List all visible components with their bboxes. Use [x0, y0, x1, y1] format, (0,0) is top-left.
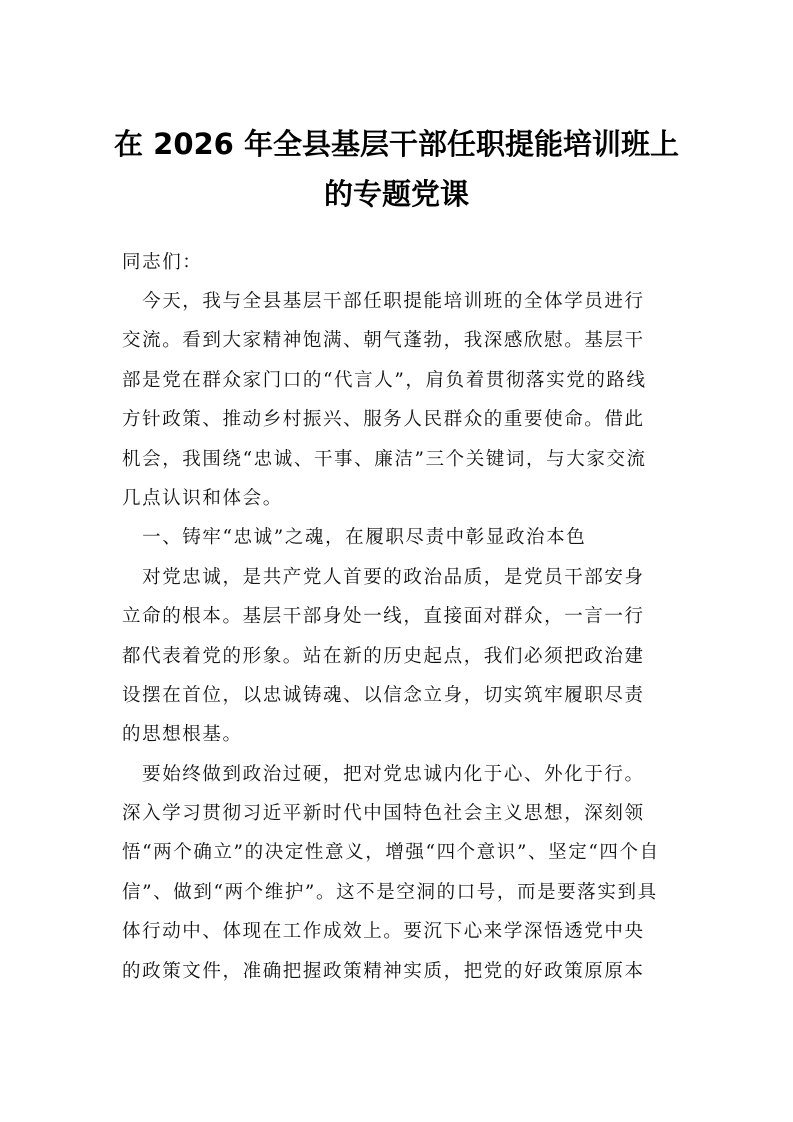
body-line: 立命的根本。基层干部身处一线，直接面对群众，一言一行: [122, 606, 645, 628]
body-line: 几点认识和体会。: [122, 487, 283, 509]
body-line: 今天，我与全县基层干部任职提能培训班的全体学员进行: [122, 291, 645, 312]
salutation: [122, 243, 674, 282]
body-line: 体行动中、体现在工作成效上。要沉下心来学深悟透党中央: [122, 921, 645, 943]
body-line: 深入学习贯彻习近平新时代中国特色社会主义思想，深刻领: [122, 803, 645, 825]
body-line: 设摆在首位，以忠诚铸魂、以信念立身，切实筑牢履职尽责: [122, 684, 645, 706]
body-line: 对党忠诚，是共产党人首要的政治品质，是党员干部安身: [122, 566, 645, 588]
document-title-line-1: 在 2026 年全县基层干部任职提能培训班上: [114, 127, 679, 161]
body-line: 机会，我围绕“忠诚、干事、廉洁”三个关键词，与大家交流: [122, 448, 647, 470]
body-line: 方针政策、推动乡村振兴、服务人民群众的重要使命。借此: [122, 409, 645, 431]
body-line: 的政策文件，准确把握政策精神实质，把党的好政策原原本: [122, 960, 645, 982]
salutation-text: 同志们：: [122, 252, 203, 273]
body-line: 悟“两个确立”的决定性意义，增强“四个意识”、坚定“四个自: [122, 842, 660, 864]
document-body: [122, 282, 674, 991]
body-line: 部是党在群众家门口的“代言人”，肩负着贯彻落实党的路线: [122, 369, 647, 391]
body-line: 要始终做到政治过硬，把对党忠诚内化于心、外化于行。: [122, 763, 645, 785]
body-line: 信”、做到“两个维护”。这不是空洞的口号，而是要落实到具: [122, 881, 658, 903]
section-heading: 一、铸牢“忠诚”之魂，在履职尽责中彰显政治本色: [122, 527, 587, 549]
body-line: 交流。看到大家精神饱满、朝气蓬勃，我深感欣慰。基层干: [122, 330, 645, 352]
body-line: 都代表着党的形象。站在新的历史起点，我们必须把政治建: [122, 645, 645, 667]
body-line: 的思想根基。: [122, 724, 243, 746]
document-title-line-2: 的专题党课: [323, 177, 469, 211]
